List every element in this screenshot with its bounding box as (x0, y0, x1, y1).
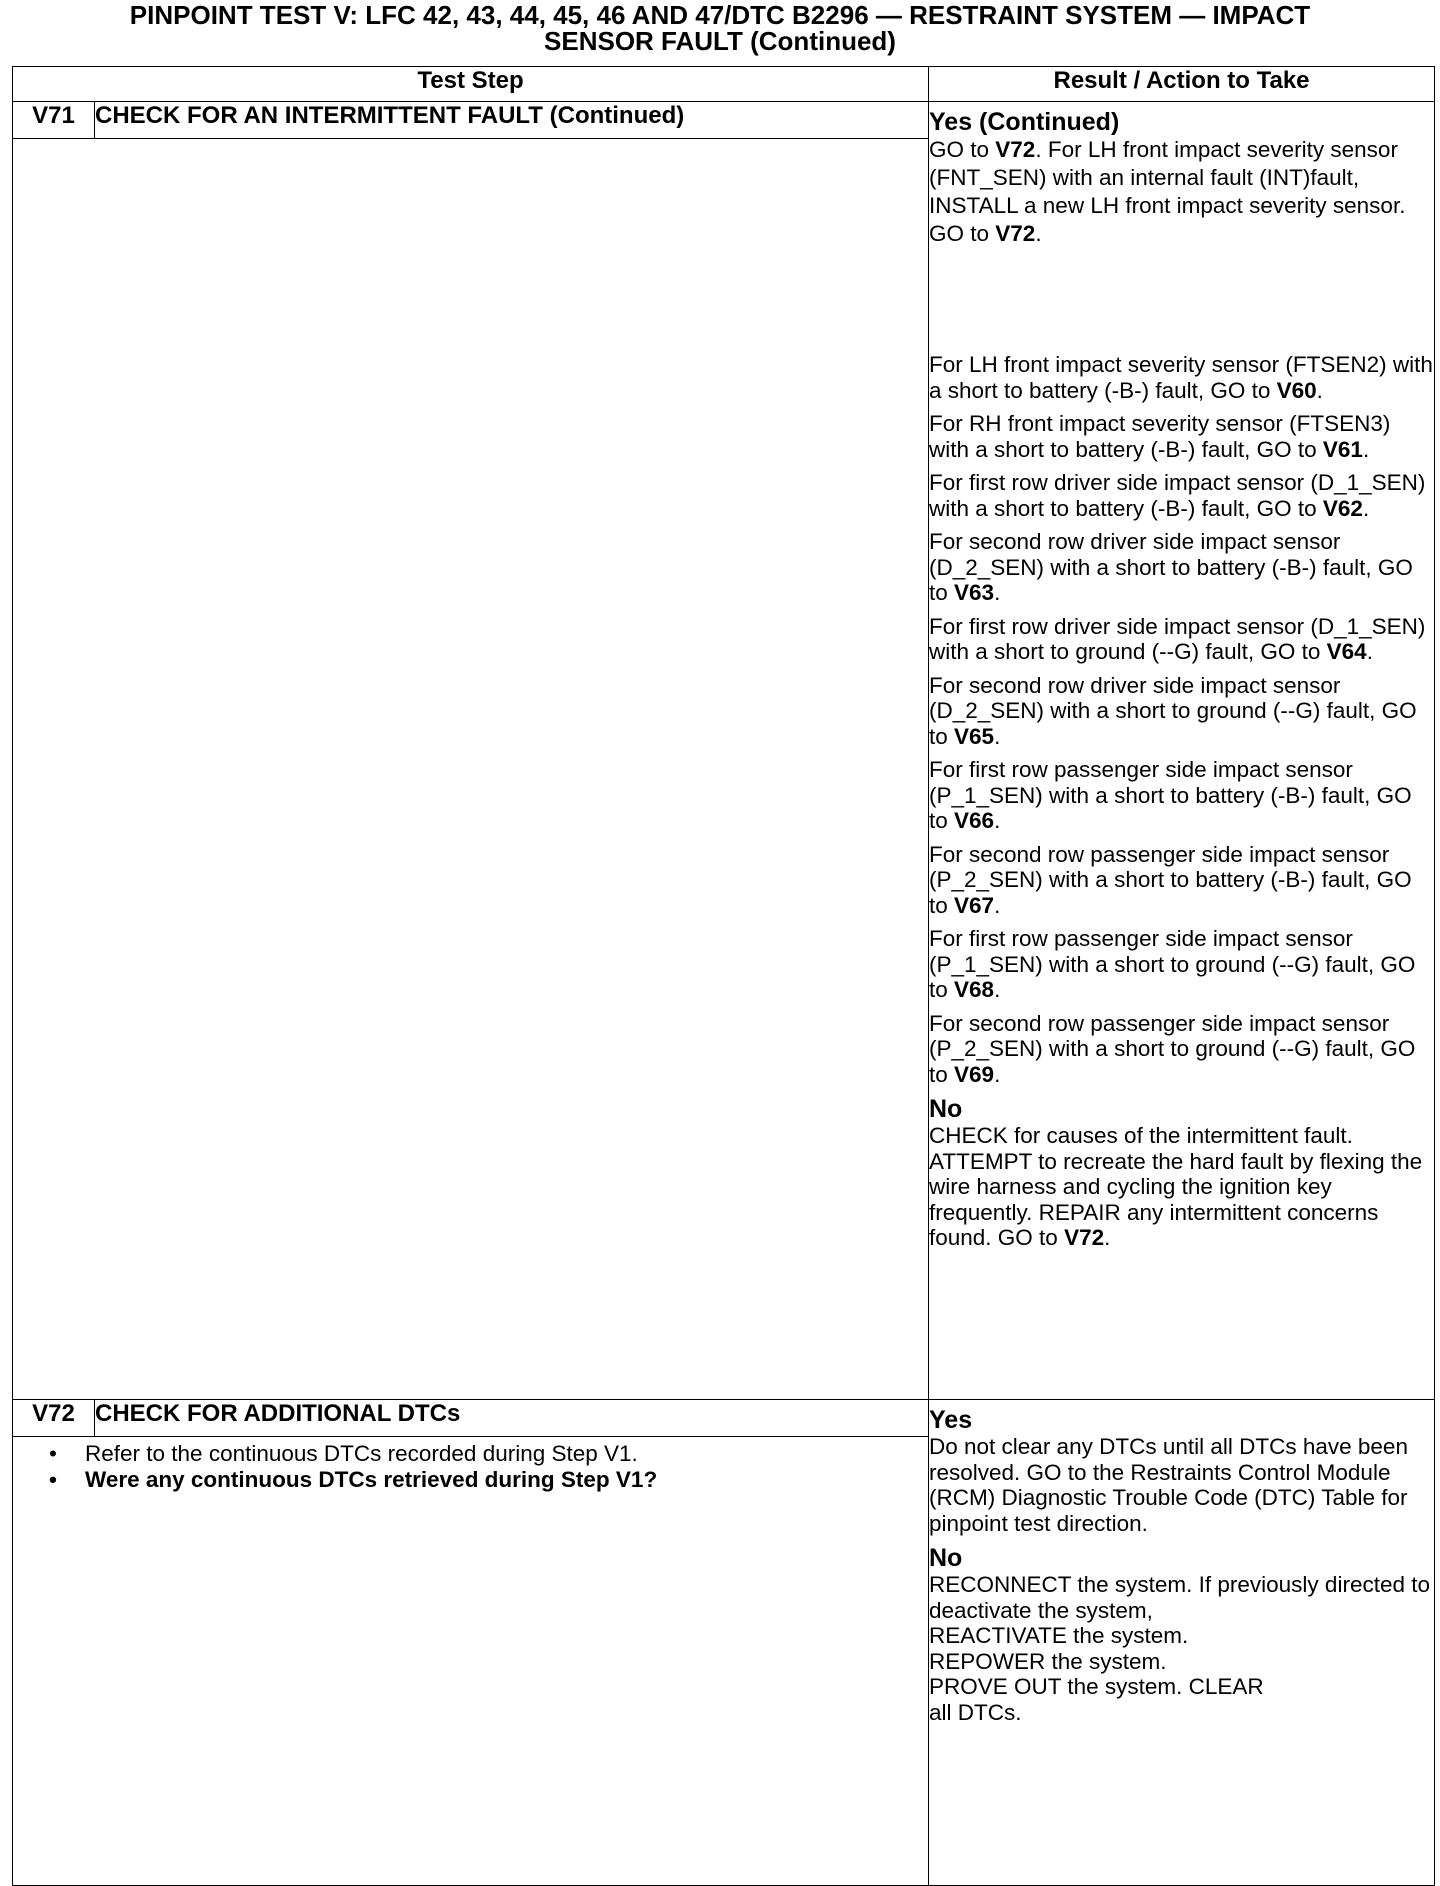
result-item: For first row driver side impact sensor (D_1_SEN) with a short to ground (--G) fault, GO to V64. (929, 613, 1426, 664)
result-item: For first row passenger side impact sensor (P_1_SEN) with a short to ground (--G) fault, GO to V68. (929, 926, 1416, 1002)
result-item: For first row driver side impact sensor (D_1_SEN) with a short to battery (-B-) fault, GO to V62. (929, 470, 1426, 521)
result-item: For second row passenger side impact sensor (P_2_SEN) with a short to battery (-B-) fault, GO to V67. (929, 841, 1412, 918)
step-id-v72: V72 (13, 1400, 95, 1437)
no-line: RECONNECT the system. If previously directed to deactivate the system, (929, 1572, 1430, 1623)
step-content-v72 (13, 1437, 929, 1886)
step-content-v71 (13, 139, 929, 1400)
title-line-2: SENSOR FAULT (Continued) (544, 26, 896, 56)
title-line-1: PINPOINT TEST V: LFC 42, 43, 44, 45, 46 AND 47/DTC B2296 — RESTRAINT SYSTEM — IMPACT (129, 0, 1311, 30)
yes-text-v72: Do not clear any DTCs until all DTCs have been resolved. GO to the Restraints Control Module (RCM) Diagnostic Trouble Code (DTC) Table for pinpoint test direction. (929, 1434, 1408, 1536)
no-line: all DTCs. (929, 1699, 1022, 1725)
result-cell-v72 (929, 1400, 1435, 1886)
no-text-v71: CHECK for causes of the intermittent fault. ATTEMPT to recreate the hard fault by flexing the wire harness and cycling the ignition key frequently. REPAIR any intermittent concerns found. GO to V72. (929, 1123, 1423, 1250)
step-row-v72 (13, 1400, 1435, 1437)
yes-heading-v72: Yes (929, 1406, 973, 1434)
no-heading-v71: No (929, 1095, 963, 1123)
result-item: For second row passenger side impact sensor (P_2_SEN) with a short to ground (--G) fault, GO to V69. (929, 1010, 1416, 1087)
result-item: For second row driver side impact sensor (D_2_SEN) with a short to battery (-B-) fault, GO to V63. (929, 529, 1413, 605)
page-title (0, 2, 1440, 54)
result-cell-v71 (929, 102, 1435, 1400)
result-item: For second row driver side impact sensor (D_2_SEN) with a short to ground (--G) fault, GO to V65. (929, 672, 1417, 749)
result-item: For RH front impact severity sensor (FTSEN3) with a short to battery (-B-) fault, GO to V61. (929, 411, 1391, 462)
step-title-v72: CHECK FOR ADDITIONAL DTCs (95, 1400, 929, 1437)
result-item: For first row passenger side impact sensor (P_1_SEN) with a short to battery (-B-) fault, GO to V66. (929, 757, 1412, 833)
no-line: PROVE OUT the system. CLEAR (929, 1674, 1264, 1699)
no-text-v72 (929, 1572, 1434, 1725)
result-item: For LH front impact severity sensor (FTSEN2) with a short to battery (-B-) fault, GO to V60. (929, 352, 1433, 403)
result-list-v71 (929, 352, 1434, 1087)
step-list-v72 (13, 1441, 928, 1493)
no-line: REACTIVATE the system. (929, 1623, 1189, 1648)
step-title-v71: CHECK FOR AN INTERMITTENT FAULT (Continued) (95, 102, 929, 139)
list-item: • Were any continuous DTCs retrieved during Step V1? (49, 1467, 928, 1493)
yes-heading-v71: Yes (Continued) (929, 108, 1120, 136)
no-line: REPOWER the system. (929, 1648, 1167, 1674)
step-row-v71 (13, 102, 1435, 139)
pinpoint-test-table (12, 66, 1435, 1886)
no-heading-v72: No (929, 1544, 963, 1572)
header-result-action: Result / Action to Take (929, 67, 1435, 102)
list-item: • Refer to the continuous DTCs recorded during Step V1. (49, 1441, 928, 1467)
yes-text-v71: GO to V72. For LH front impact severity sensor (FNT_SEN) with an internal fault (INT)fault, INSTALL a new LH front impact severity sensor. GO to V72. (929, 137, 1406, 246)
header-test-step: Test Step (13, 67, 929, 102)
step-id-v71: V71 (13, 102, 95, 139)
table-header-row (13, 67, 1435, 102)
